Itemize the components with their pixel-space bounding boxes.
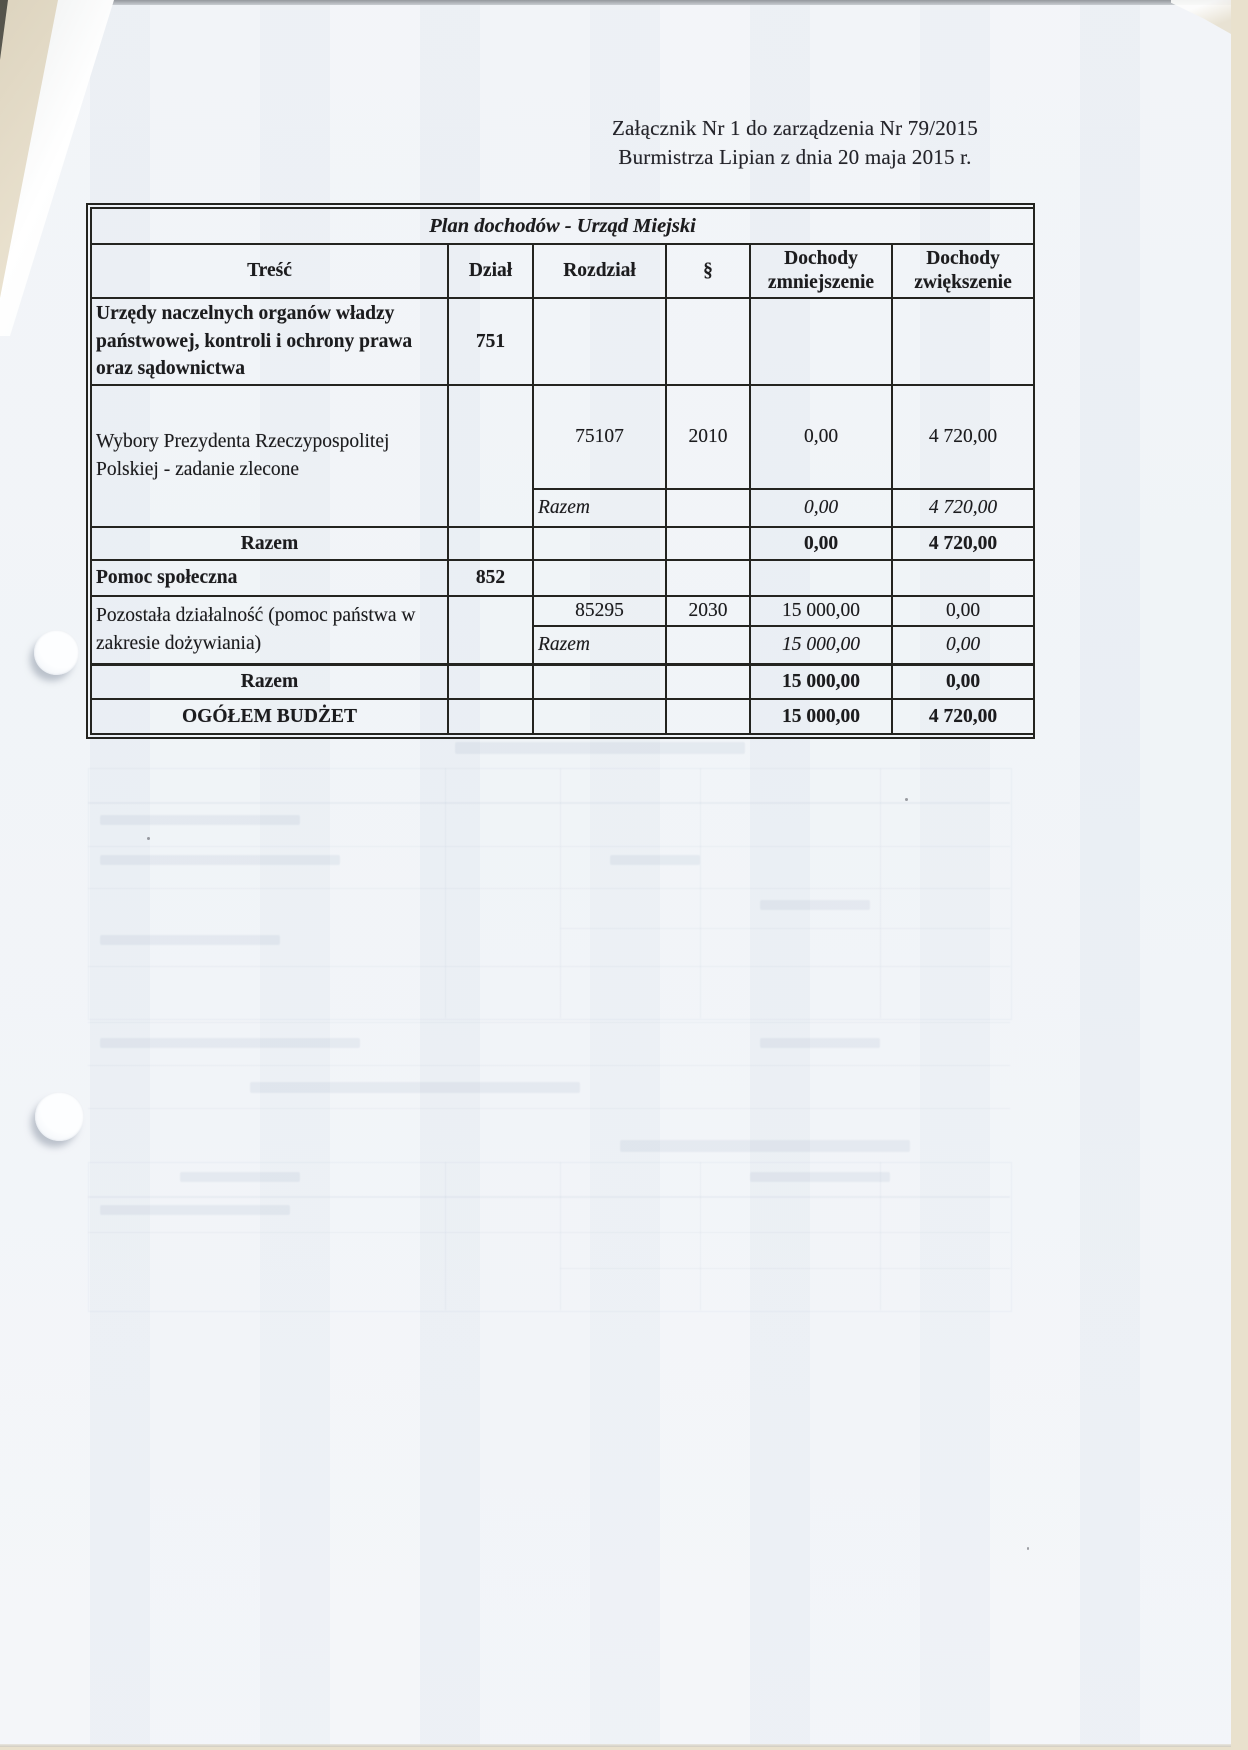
budget-table: [90, 207, 1035, 735]
row-ogolem-dzial-empty: [448, 699, 533, 734]
row-751-zwiekszenie-empty: [892, 298, 1034, 385]
row-wybory-rozdzial: 75107: [533, 385, 666, 489]
table-row: [91, 560, 1034, 596]
table-title: Plan dochodów - Urząd Miejski: [91, 208, 1034, 244]
row-852-rozdzial-empty: [533, 560, 666, 596]
scan-speck: [147, 837, 150, 840]
row-ogolem-zmniejszenie: 15 000,00: [750, 699, 892, 734]
table-total-row: [91, 664, 1034, 699]
row-pozostala-dzial-empty: [448, 596, 533, 664]
row-razem1-dzial-empty: [448, 527, 533, 560]
row-751-dzial: 751: [448, 298, 533, 385]
col-header-zmniejszenie-line2: zmniejszenie: [767, 272, 875, 293]
row-ogolem-label: OGÓŁEM BUDŻET: [91, 699, 448, 734]
row-razem2-zwiekszenie: 0,00: [892, 664, 1034, 699]
row-751-zmniejszenie-empty: [750, 298, 892, 385]
row-pozostala-paragraf: 2030: [666, 596, 750, 626]
attachment-note: [555, 114, 1035, 172]
row-wybory-tresc: Wybory Prezydenta Rzeczypospolitej Polskiej - zadanie zlecone: [91, 385, 448, 527]
col-header-zwiekszenie-line1: Dochody: [926, 247, 1000, 269]
row-ogolem-rozdzial-empty: [533, 699, 666, 734]
page-top-edge: [104, 0, 1231, 5]
col-header-zmniejszenie-line1: Dochody: [784, 247, 858, 269]
scan-speck: [905, 798, 908, 801]
col-header-dochody-zmniejszenie: [750, 244, 892, 298]
row-wybory-zwiekszenie: 4 720,00: [892, 385, 1034, 489]
col-header-dzial: Dział: [448, 244, 533, 298]
row-852-zmniejszenie-empty: [750, 560, 892, 596]
row-751-rozdzial-empty: [533, 298, 666, 385]
row-pozostala-zwiekszenie: 0,00: [892, 596, 1034, 626]
row-wybory-razem-paragraf-empty: [666, 489, 750, 527]
table-total-row: [91, 527, 1034, 560]
stacked-sheets-edge: [1171, 0, 1231, 34]
row-pozostala-rozdzial: 85295: [533, 596, 666, 626]
col-header-tresc: Treść: [91, 244, 448, 298]
row-852-dzial: 852: [448, 560, 533, 596]
row-razem1-rozdzial-empty: [533, 527, 666, 560]
table-grand-total-row: [91, 699, 1034, 734]
hole-punch-bottom: [35, 1092, 84, 1141]
row-razem1-zmniejszenie: 0,00: [750, 527, 892, 560]
col-header-paragraf: §: [666, 244, 750, 298]
row-751-paragraf-empty: [666, 298, 750, 385]
row-751-tresc: Urzędy naczelnych organów władzy państwowej, kontroli i ochrony prawa oraz sądownictwa: [91, 298, 448, 385]
row-razem1-label: Razem: [91, 527, 448, 560]
row-wybory-paragraf: 2010: [666, 385, 750, 489]
col-header-zwiekszenie-line2: zwiększenie: [914, 272, 1012, 293]
row-razem1-zwiekszenie: 4 720,00: [892, 527, 1034, 560]
row-pozostala-razem-zmniejszenie: 15 000,00: [750, 626, 892, 664]
table-header-row: [91, 244, 1034, 298]
row-852-paragraf-empty: [666, 560, 750, 596]
row-wybory-razem-zwiekszenie: 4 720,00: [892, 489, 1034, 527]
scan-speck: [1027, 1547, 1029, 1550]
attachment-line-2: Burmistrza Lipian z dnia 20 maja 2015 r.: [618, 145, 972, 169]
table-row: [91, 385, 1034, 489]
row-pozostala-zmniejszenie: 15 000,00: [750, 596, 892, 626]
row-razem2-label: Razem: [91, 664, 448, 699]
row-852-zwiekszenie-empty: [892, 560, 1034, 596]
table-row: [91, 298, 1034, 385]
row-wybory-dzial-empty: [448, 385, 533, 527]
row-razem1-paragraf-empty: [666, 527, 750, 560]
row-razem2-rozdzial-empty: [533, 664, 666, 699]
row-ogolem-zwiekszenie: 4 720,00: [892, 699, 1034, 734]
row-wybory-razem-zmniejszenie: 0,00: [750, 489, 892, 527]
col-header-dochody-zwiekszenie: [892, 244, 1034, 298]
row-pozostala-razem-paragraf-empty: [666, 626, 750, 664]
attachment-line-1: Załącznik Nr 1 do zarządzenia Nr 79/2015: [611, 116, 978, 140]
table-row: [91, 596, 1034, 626]
budget-table-frame: [86, 203, 1035, 739]
row-razem2-zmniejszenie: 15 000,00: [750, 664, 892, 699]
row-razem2-dzial-empty: [448, 664, 533, 699]
row-pozostala-tresc: Pozostała działalność (pomoc państwa w zakresie dożywiania): [91, 596, 448, 664]
row-852-tresc: Pomoc społeczna: [91, 560, 448, 596]
row-pozostala-razem-zwiekszenie: 0,00: [892, 626, 1034, 664]
row-razem2-paragraf-empty: [666, 664, 750, 699]
row-wybory-razem-label: Razem: [533, 489, 666, 527]
row-pozostala-razem-label: Razem: [533, 626, 666, 664]
hole-punch-top: [34, 630, 79, 675]
table-title-row: [91, 208, 1034, 244]
page-bottom-edge: [0, 1744, 1231, 1747]
row-wybory-zmniejszenie: 0,00: [750, 385, 892, 489]
col-header-rozdzial: Rozdział: [533, 244, 666, 298]
row-ogolem-paragraf-empty: [666, 699, 750, 734]
